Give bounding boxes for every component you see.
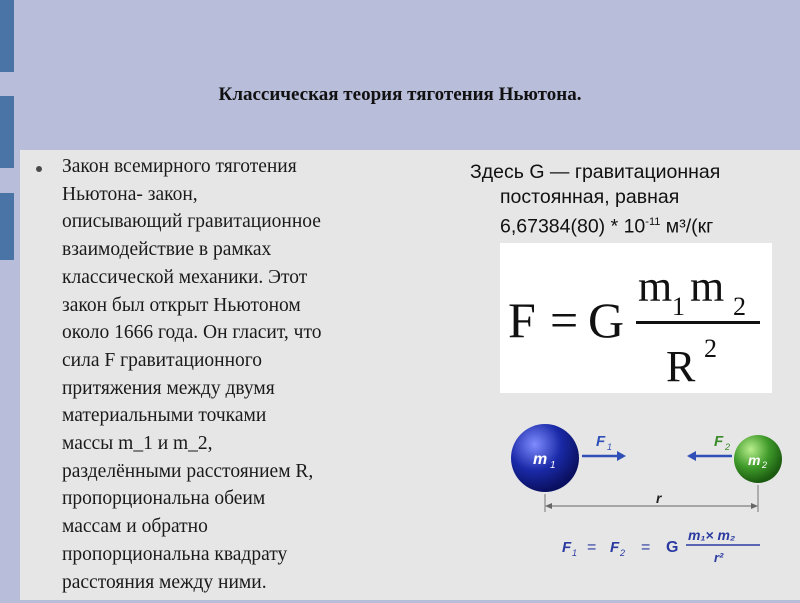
distance-label: r — [656, 490, 662, 506]
constant-unit: м³/(кг — [660, 215, 714, 238]
formula-m1: m — [638, 262, 673, 311]
diagram-formula-numerator: m₁× m₂ — [688, 527, 736, 543]
constant-description — [470, 160, 800, 240]
diagram-formula-eq1: = — [587, 539, 597, 556]
distance-arrow-left — [545, 503, 552, 509]
force-1-arrowhead — [617, 451, 626, 461]
formula-r-exp: 2 — [704, 334, 717, 363]
formula-m1-sub: 1 — [672, 292, 685, 321]
diagram-formula-eq2: = — [641, 539, 651, 556]
force-1-sub: 1 — [607, 442, 613, 452]
law-description: Закон всемирного тяготения Ньютона- закон, описывающий гравитационное взаимодействие в рамках классической механики. Этот закон был открыт Ньютоном около 1666 года. Он гласит, что сила F гравитационного притяжения между двумя материальными точками массы m_1 и m_2, разделёнными расстоянием R, пропорциональна обеим массам и обратно пропорциональна квадрату расстояния между ними. — [62, 156, 322, 593]
formula-r: R — [666, 342, 696, 391]
constant-line-2: постоянная, равная — [500, 186, 680, 208]
force-2-sub: 2 — [725, 442, 731, 452]
formula-m2: m — [690, 262, 725, 311]
distance-arrow-right — [751, 503, 758, 509]
formula-m2-sub: 2 — [733, 292, 746, 321]
constant-exponent: -11 — [645, 216, 661, 228]
constant-line-3 — [470, 210, 800, 240]
diagram-formula-f1-sub: 1 — [572, 548, 578, 558]
formula-force: F — [508, 292, 536, 348]
force-1-label: F — [596, 433, 606, 450]
mass-2-label: m — [748, 452, 761, 468]
formula-equals: = — [550, 292, 579, 348]
diagram-formula-g: G — [666, 539, 679, 556]
diagram-formula-denominator: r² — [714, 550, 724, 565]
bullet-icon — [36, 166, 42, 172]
mass-2-sub: 2 — [762, 460, 768, 470]
force-diagram-svg — [500, 418, 800, 598]
gravity-formula — [500, 243, 772, 393]
force-2-arrowhead — [687, 451, 696, 461]
constant-value: 6,67384(80) * 10 — [500, 215, 646, 238]
diagram-formula-f2: F — [610, 539, 620, 556]
force-diagram — [500, 418, 800, 598]
force-2-label: F — [714, 433, 724, 450]
accent-bar-middle — [0, 96, 14, 168]
mass-1-sub: 1 — [550, 460, 556, 471]
accent-bar-top — [0, 0, 14, 72]
diagram-formula-f1: F — [562, 539, 572, 556]
mass-1-label: m — [533, 451, 548, 468]
gravity-formula-svg — [500, 243, 772, 393]
diagram-formula-f2-sub: 2 — [620, 548, 626, 558]
accent-bar-bottom — [0, 193, 14, 260]
formula-g: G — [588, 292, 625, 348]
constant-line-1: Здесь G — гравитационная — [470, 161, 721, 183]
slide-title: Классическая теория тяготения Ньютона. — [218, 84, 582, 105]
fraction-bar — [636, 321, 760, 324]
